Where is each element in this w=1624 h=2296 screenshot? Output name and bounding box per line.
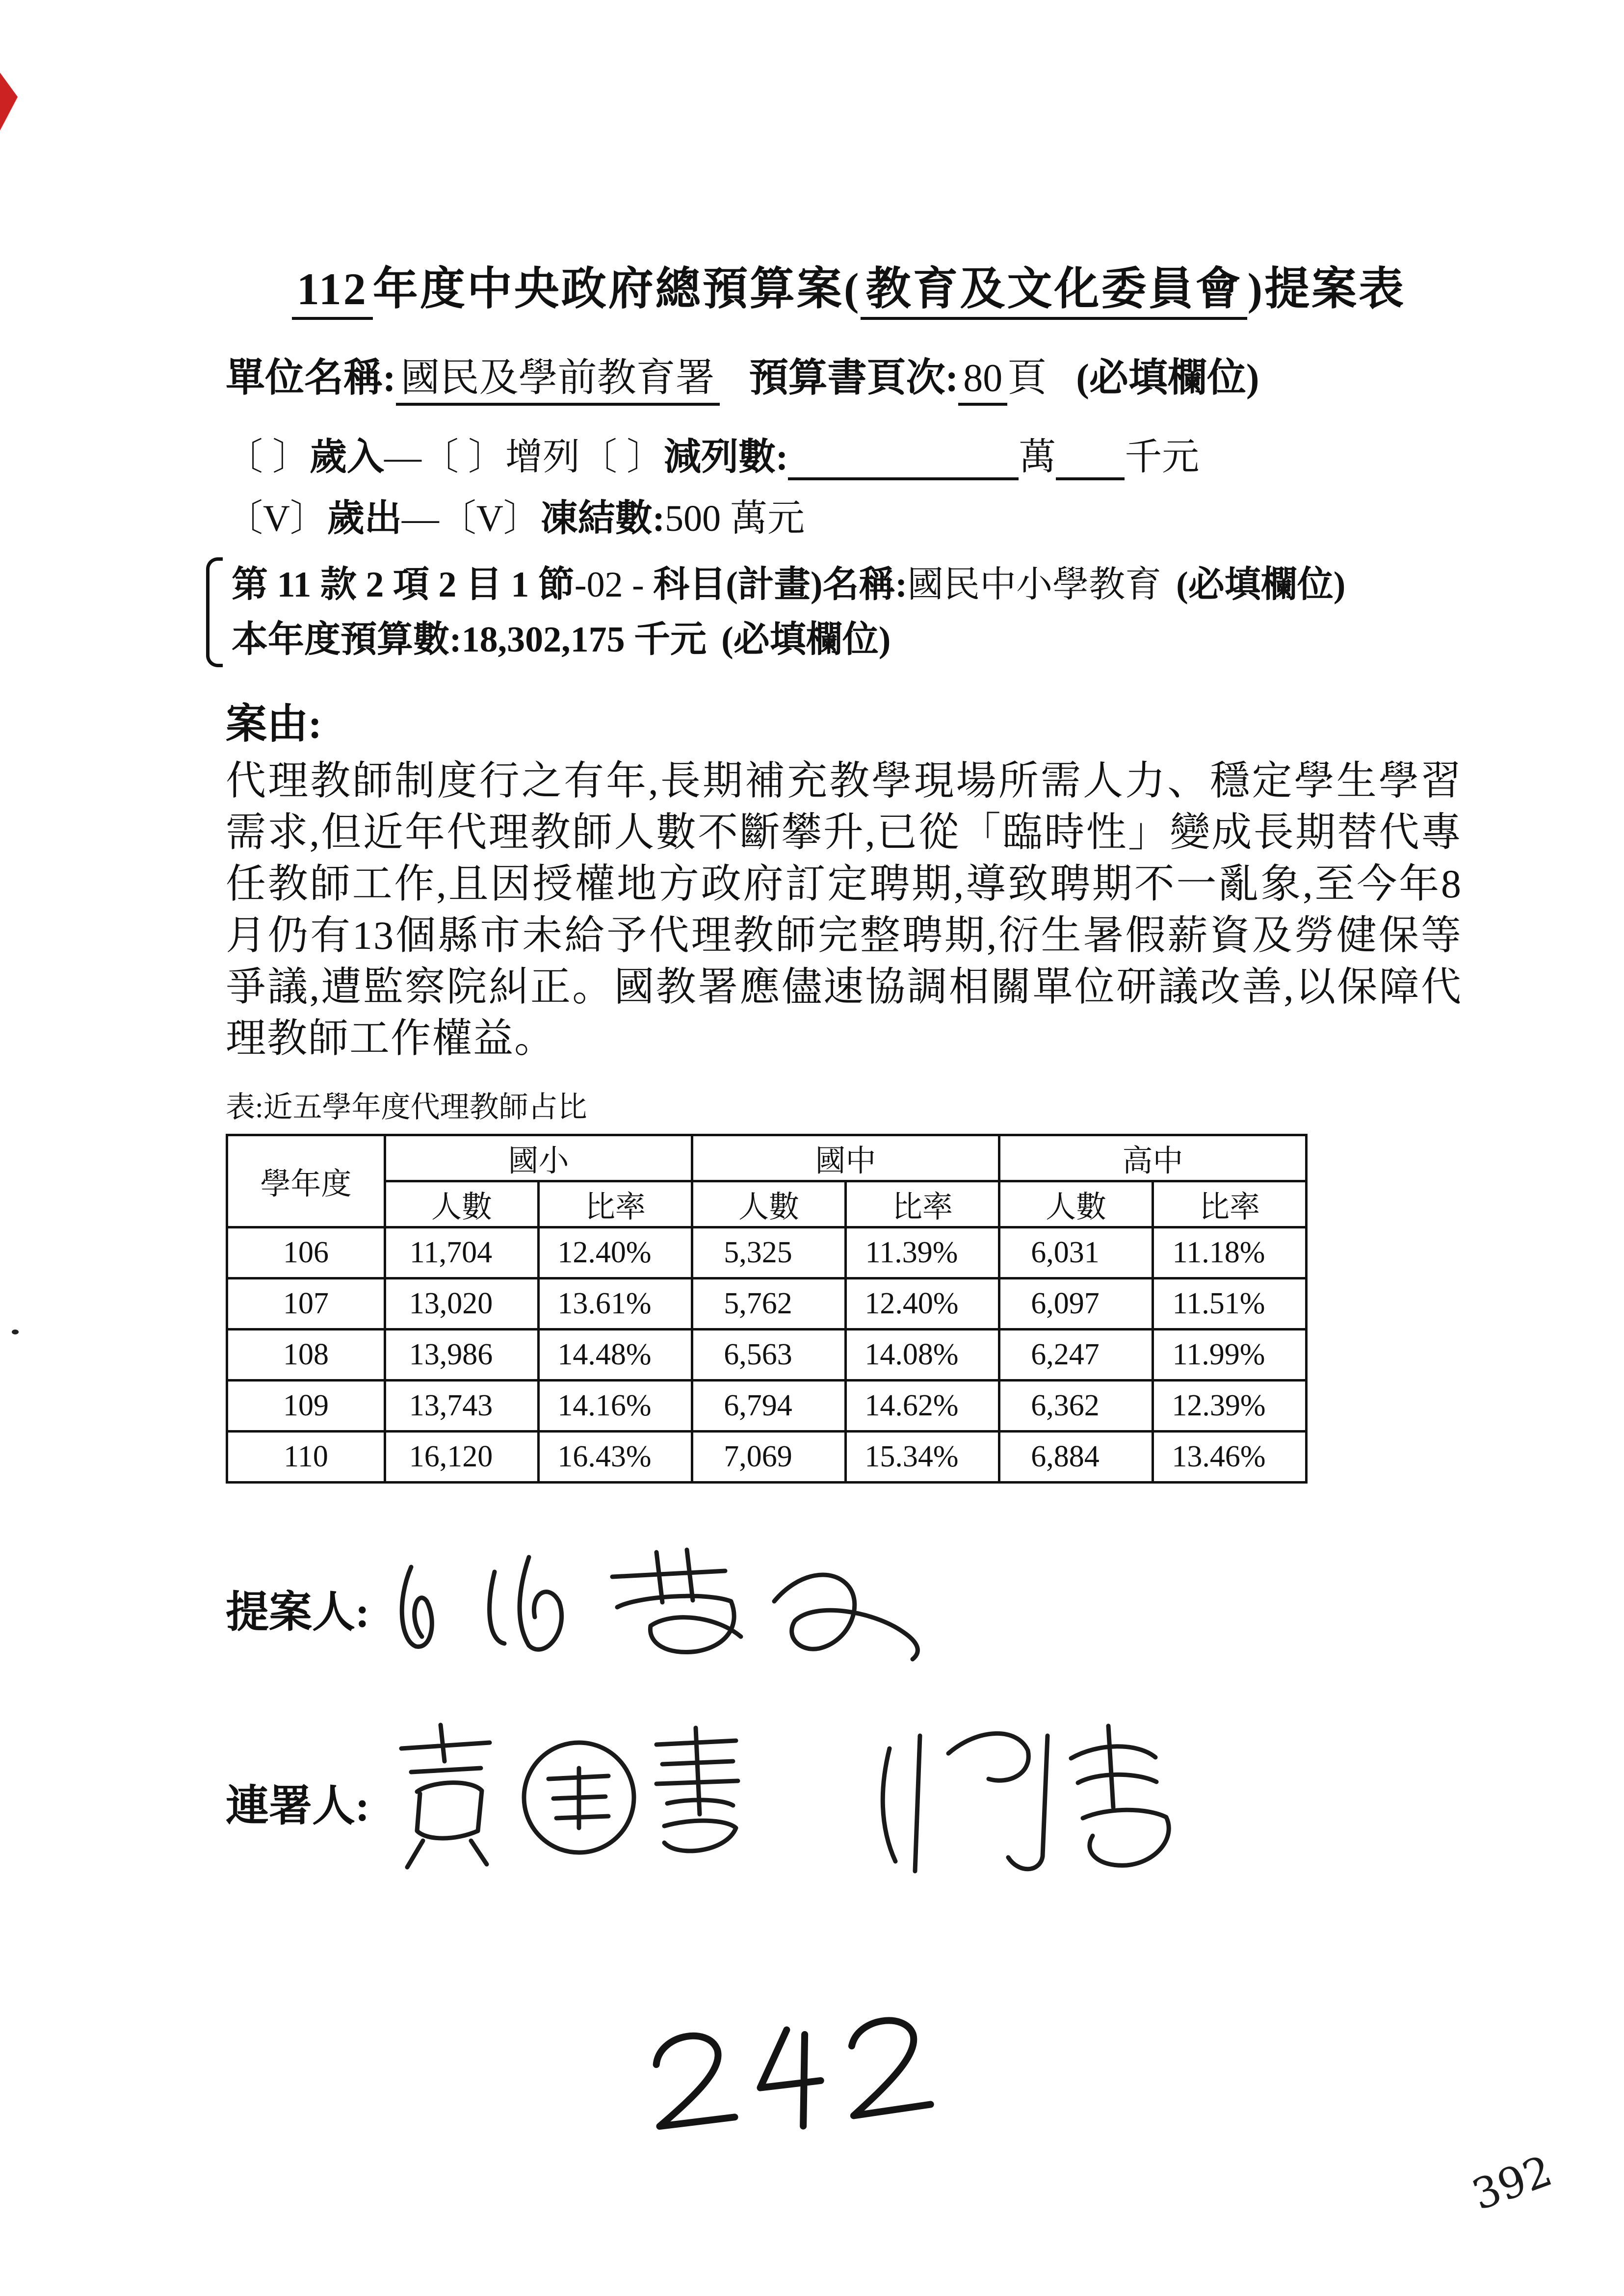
cut-checkbox: 〔 〕 [580, 437, 664, 478]
budget-amount-value: 18,302,175 千元 [461, 620, 707, 660]
table-group-senior: 高中 [999, 1135, 1307, 1181]
table-row [227, 1227, 1307, 1278]
scan-artifact-red [0, 73, 18, 130]
revenue-checkbox: 〔 〕 [226, 437, 310, 478]
table-cell: 6,097 [999, 1278, 1153, 1330]
required-field-note-3: (必填欄位) [721, 620, 891, 660]
title-year-number: 112 [292, 264, 373, 320]
budget-book-page-unit: 頁 [1007, 357, 1047, 400]
table-cell: 6,247 [999, 1330, 1153, 1381]
budget-line [232, 612, 1345, 667]
table-cell: 11.99% [1153, 1330, 1307, 1381]
title-mid: 年度中央政府總預算案( [372, 264, 861, 314]
table-cell: 13,020 [385, 1278, 539, 1330]
table-cell: 5,762 [692, 1278, 846, 1330]
table-cell: 11.18% [1153, 1227, 1307, 1278]
table-row [227, 1432, 1307, 1483]
table-caption: 表:近五學年度代理教師占比 [226, 1091, 587, 1123]
amount-blank-long [788, 445, 1019, 480]
required-field-note-1: (必填欄位) [1076, 357, 1259, 400]
table-cell: 11.39% [846, 1227, 999, 1278]
table-cell: 12.40% [539, 1227, 692, 1278]
table-cell-year: 108 [227, 1330, 385, 1381]
revenue-line [226, 427, 1472, 480]
proposer-row [226, 1542, 1472, 1675]
subject-name-label: 科目(計畫)名稱: [653, 565, 908, 605]
cosigner-signature-1 [382, 1714, 848, 1891]
required-field-note-2: (必填欄位) [1176, 565, 1346, 605]
expense-line [226, 488, 1472, 542]
table-row [227, 1330, 1307, 1381]
table-cell: 5,325 [692, 1227, 846, 1278]
reason-label: 案由: [226, 702, 322, 747]
expense-checkbox-checked: 〔V〕 [226, 498, 327, 539]
cosigner-row [226, 1704, 1472, 1901]
table-cell: 11.51% [1153, 1278, 1307, 1330]
table-cell: 11,704 [385, 1227, 539, 1278]
scan-speck [12, 1330, 19, 1334]
table-header-year: 學年度 [227, 1135, 385, 1227]
table-cell: 6,362 [999, 1381, 1153, 1432]
table-row [227, 1381, 1307, 1432]
table-header-rate: 比率 [539, 1181, 692, 1227]
table-group-elementary: 國小 [385, 1135, 692, 1181]
expense-label: 歲出 [327, 498, 402, 539]
proposer-signature [382, 1542, 990, 1675]
amount-blank-short [1056, 445, 1125, 480]
table-cell: 13.46% [1153, 1432, 1307, 1483]
budget-book-page-value: 80 [958, 357, 1007, 406]
table-group-junior: 國中 [692, 1135, 999, 1181]
table-cell: 14.62% [846, 1381, 999, 1432]
add-label: 增列 [505, 437, 580, 478]
table-cell: 13,986 [385, 1330, 539, 1381]
table-cell: 7,069 [692, 1432, 846, 1483]
table-cell-year: 109 [227, 1381, 385, 1432]
subject-clause: 第 11 款 2 項 2 目 1 節 [232, 565, 575, 605]
unit-name-line [226, 346, 1472, 402]
corner-page-number [1466, 2146, 1558, 2220]
frozen-value: 500 萬元 [665, 498, 805, 539]
budget-book-page-label: 預算書頁次: [749, 357, 959, 400]
unit-name-label: 單位名稱: [226, 357, 396, 400]
cosigner-signature-2 [860, 1704, 1213, 1901]
table-header-rate: 比率 [846, 1181, 999, 1227]
title-tail: )提案表 [1247, 264, 1406, 314]
table-cell: 14.08% [846, 1330, 999, 1381]
table-sub-header-row [227, 1181, 1307, 1227]
table-cell: 12.39% [1153, 1381, 1307, 1432]
expense-dash: — [401, 498, 439, 539]
reason-text: 代理教師制度行之有年,長期補充教學現場所需人力、穩定學生學習需求,但近年代理教師人數不斷攀升,已從「臨時性」變成長期替代專任教師工作,且因授權地方政府訂定聘期,導致聘期不一亂象,至今年8月仍有13個縣市未給予代理教師完整聘期,衍生暑假薪資及勞健保等爭議,遭監察院糾正。國教署應儘速協調相關單位研議改善,以保障代理教師工作權益。 [226, 758, 1462, 1061]
add-checkbox: 〔 〕 [421, 437, 505, 478]
table-cell-year: 107 [227, 1278, 385, 1330]
teacher-ratio-table [226, 1134, 1308, 1484]
revenue-label: 歲入 [310, 437, 384, 478]
table-header-count: 人數 [692, 1181, 846, 1227]
table-cell: 12.40% [846, 1278, 999, 1330]
table-cell: 16,120 [385, 1432, 539, 1483]
table-cell: 6,031 [999, 1227, 1153, 1278]
table-cell: 15.34% [846, 1432, 999, 1483]
table-cell: 6,794 [692, 1381, 846, 1432]
qianyuan-unit: 千元 [1125, 437, 1200, 478]
table-header-count: 人數 [385, 1181, 539, 1227]
table-cell: 13.61% [539, 1278, 692, 1330]
page-title [226, 253, 1472, 317]
subject-code: -02 - [574, 565, 654, 605]
title-committee: 教育及文化委員會 [861, 264, 1247, 320]
subject-section [226, 557, 1472, 667]
table-cell-year: 110 [227, 1432, 385, 1483]
table-cell: 6,884 [999, 1432, 1153, 1483]
handwritten-page-number [624, 2006, 946, 2147]
cut-label: 減列數: [664, 437, 788, 478]
left-brace [206, 557, 223, 667]
corner-page-number-text: 392 [1466, 2146, 1559, 2220]
subject-line [232, 557, 1345, 612]
table-cell: 14.48% [539, 1330, 692, 1381]
proposer-label: 提案人: [226, 1589, 370, 1637]
table-group-header-row [227, 1135, 1307, 1181]
table-cell-year: 106 [227, 1227, 385, 1278]
document-page [226, 206, 1472, 1901]
table-cell: 6,563 [692, 1330, 846, 1381]
table-cell: 14.16% [539, 1381, 692, 1432]
unit-name-value: 國民及學前教育署 [396, 357, 720, 406]
budget-amount-label: 本年度預算數: [232, 620, 462, 660]
table-header-count: 人數 [999, 1181, 1153, 1227]
wan-unit: 萬 [1019, 437, 1056, 478]
cosigner-label: 連署人: [226, 1783, 370, 1830]
table-cell: 16.43% [539, 1432, 692, 1483]
frozen-label: 凍結數: [540, 498, 665, 539]
table-cell: 13,743 [385, 1381, 539, 1432]
subject-name-value: 國民中小學教育 [907, 565, 1162, 605]
frozen-checkbox-checked: 〔V〕 [439, 498, 541, 539]
table-header-rate: 比率 [1153, 1181, 1307, 1227]
revenue-dash: — [384, 437, 421, 478]
table-row [227, 1278, 1307, 1330]
